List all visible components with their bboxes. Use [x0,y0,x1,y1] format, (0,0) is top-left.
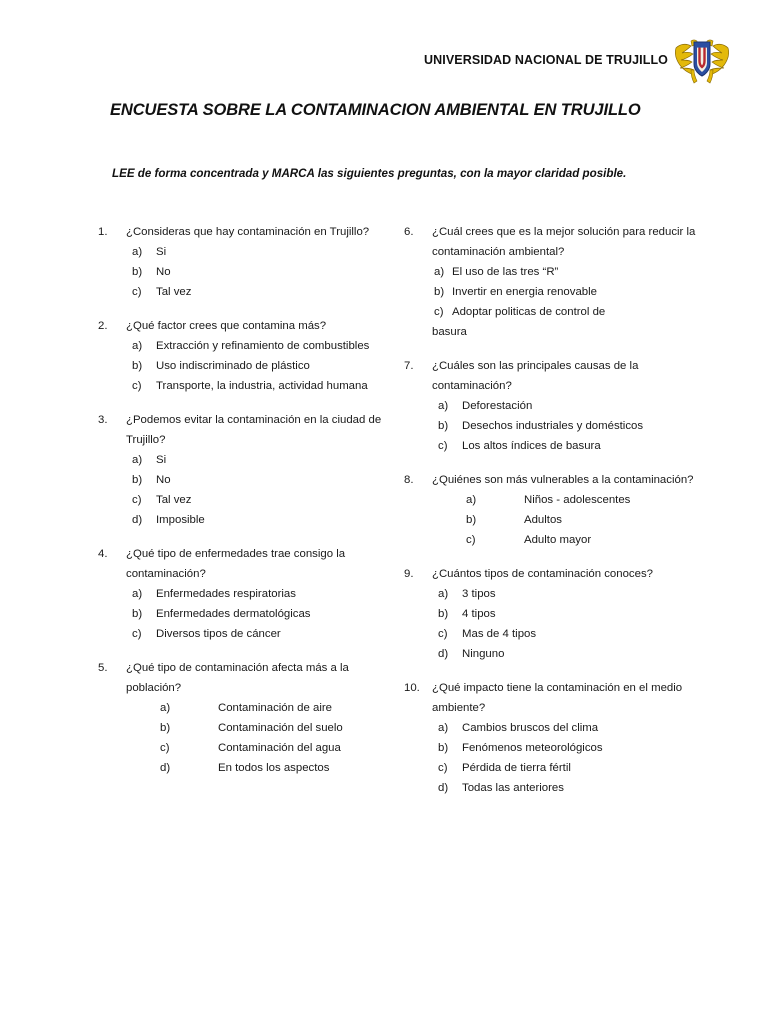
question-number: 3. [98,414,108,426]
option-letter: c) [160,742,170,754]
option-text: Ninguno [462,648,505,660]
option-letter: a) [466,494,477,506]
question-header [404,678,704,718]
option-letter: b) [160,722,171,734]
question-text: ¿Cuántos tipos de contaminación conoces? [432,568,653,580]
option-text: Adultos [524,514,562,526]
answer-option[interactable] [404,758,704,778]
page-title: ENCUESTA SOBRE LA CONTAMINACION AMBIENTAL EN TRUJILLO [110,101,641,119]
option-text: Mas de 4 tipos [462,628,537,640]
question-number: 8. [404,474,414,486]
answer-option[interactable] [404,604,704,624]
question-item [98,410,398,530]
answer-option[interactable] [404,262,704,282]
question-item [404,222,704,342]
question-item [98,316,398,396]
answer-option[interactable] [98,242,398,262]
option-letter: a) [132,588,143,600]
answer-option[interactable] [404,436,704,456]
option-letter: c) [438,440,448,452]
option-list [98,450,398,530]
option-letter: c) [132,628,142,640]
option-text: No [156,474,171,486]
option-list [98,242,398,302]
option-letter: c) [438,628,448,640]
question-header [98,658,398,698]
option-text: Los altos índices de basura [462,440,601,452]
question-text: ¿Qué factor crees que contamina más? [126,320,327,332]
option-text: Tal vez [156,494,192,506]
option-letter: a) [438,722,449,734]
question-item [404,470,704,550]
option-text: Diversos tipos de cáncer [156,628,281,640]
answer-option[interactable] [404,396,704,416]
option-text: Deforestación [462,400,533,412]
university-coat-of-arms-icon [674,34,730,86]
question-text: ¿Qué tipo de enfermedades trae consigo la contaminación? [126,548,346,580]
answer-option[interactable] [404,624,704,644]
option-letter: c) [466,534,476,546]
question-header [404,470,704,490]
answer-option[interactable] [98,624,398,644]
option-letter: a) [132,454,143,466]
option-letter: b) [438,608,449,620]
question-number: 6. [404,226,414,238]
question-text: ¿Qué impacto tiene la contaminación en el medio ambiente? [432,682,683,714]
question-header [404,564,704,584]
option-list [404,718,704,798]
document-header [424,34,730,86]
answer-option[interactable] [98,470,398,490]
option-text: Si [156,454,167,466]
question-item [404,356,704,456]
option-letter: b) [438,742,449,754]
option-letter: a) [132,340,143,352]
question-number: 4. [98,548,108,560]
option-text: 4 tipos [462,608,496,620]
question-item [404,564,704,664]
answer-option[interactable] [404,644,704,664]
answer-option[interactable] [98,718,398,738]
option-text: Tal vez [156,286,192,298]
option-letter: b) [438,420,449,432]
answer-option[interactable] [404,738,704,758]
option-text: Extracción y refinamiento de combustibles [156,340,370,352]
question-number: 10. [404,682,420,694]
option-letter: a) [160,702,171,714]
question-text: ¿Cuáles son las principales causas de la contaminación? [432,360,639,392]
question-text: ¿Cuál crees que es la mejor solución para reducir la contaminación ambiental? [432,226,696,258]
question-number: 2. [98,320,108,332]
option-list [98,698,398,778]
option-text: Fenómenos meteorológicos [462,742,603,754]
option-text: Adoptar politicas de control de [452,306,606,318]
question-header [98,222,398,242]
question-text: ¿Consideras que hay contaminación en Trujillo? [126,226,370,238]
question-item [98,544,398,644]
option-letter: d) [132,514,143,526]
option-letter: a) [438,588,449,600]
option-text: Contaminación del suelo [218,722,343,734]
question-header [98,316,398,336]
option-text: Transporte, la industria, actividad humana [156,380,368,392]
option-letter: b) [132,266,143,278]
option-text: Cambios bruscos del clima [462,722,599,734]
option-text: Pérdida de tierra fértil [462,762,571,774]
option-letter: d) [438,648,449,660]
answer-option[interactable] [98,450,398,470]
answer-option[interactable] [98,376,398,396]
option-overflow-text: basura [432,326,467,338]
option-letter: c) [438,762,448,774]
answer-option[interactable] [404,282,704,302]
option-list [98,584,398,644]
option-text: Si [156,246,167,258]
option-list [404,262,704,322]
questions-column-left [98,222,398,792]
answer-option[interactable] [98,758,398,778]
option-text: Invertir en energia renovable [452,286,598,298]
instruction-text: LEE de forma concentrada y MARCA las siguientes preguntas, con la mayor claridad posible. [112,167,627,180]
question-text: ¿Qué tipo de contaminación afecta más a la población? [126,662,349,694]
option-letter: b) [132,608,143,620]
question-item [98,222,398,302]
question-text: ¿Podemos evitar la contaminación en la ciudad de Trujillo? [126,414,382,446]
question-text: ¿Quiénes son más vulnerables a la contaminación? [432,474,694,486]
option-text: En todos los aspectos [218,762,330,774]
question-number: 9. [404,568,414,580]
option-list [98,336,398,396]
answer-option[interactable] [404,584,704,604]
option-text: Desechos industriales y domésticos [462,420,644,432]
option-text: 3 tipos [462,588,496,600]
option-text: Uso indiscriminado de plástico [156,360,310,372]
university-name: UNIVERSIDAD NACIONAL DE TRUJILLO [424,53,668,67]
question-header [98,544,398,584]
question-header [98,410,398,450]
option-list [404,396,704,456]
option-text: El uso de las tres “R” [452,266,559,278]
answer-option[interactable] [98,510,398,530]
answer-option[interactable] [98,336,398,356]
option-letter: a) [438,400,449,412]
questions-column-right [404,222,704,812]
answer-option[interactable] [404,718,704,738]
question-item [404,678,704,798]
question-number: 5. [98,662,108,674]
option-text: Enfermedades dermatológicas [156,608,311,620]
answer-option[interactable] [98,738,398,758]
option-text: Niños - adolescentes [524,494,631,506]
option-letter: c) [434,306,444,318]
option-letter: c) [132,286,142,298]
option-text: Enfermedades respiratorias [156,588,296,600]
answer-option[interactable] [98,356,398,376]
option-text: Contaminación de aire [218,702,332,714]
question-number: 7. [404,360,414,372]
option-letter: c) [132,380,142,392]
option-letter: b) [132,474,143,486]
option-letter: a) [434,266,445,278]
option-text: Todas las anteriores [462,782,564,794]
option-list [404,490,704,550]
option-text: Contaminación del agua [218,742,341,754]
option-letter: b) [466,514,477,526]
option-text: Imposible [156,514,205,526]
answer-option[interactable] [404,778,704,798]
option-letter: d) [160,762,171,774]
answer-option[interactable] [404,490,704,510]
question-item [98,658,398,778]
answer-option[interactable] [404,530,704,550]
question-number: 1. [98,226,108,238]
option-list [404,584,704,664]
option-text: Adulto mayor [524,534,592,546]
answer-option[interactable] [404,416,704,436]
option-letter: a) [132,246,143,258]
answer-option[interactable] [404,510,704,530]
question-header [404,356,704,396]
answer-option[interactable] [404,302,704,322]
answer-option[interactable] [98,282,398,302]
option-letter: b) [132,360,143,372]
option-text: No [156,266,171,278]
question-header [404,222,704,262]
option-letter: d) [438,782,449,794]
option-letter: c) [132,494,142,506]
option-letter: b) [434,286,445,298]
answer-option[interactable] [98,490,398,510]
answer-option[interactable] [98,584,398,604]
answer-option[interactable] [98,262,398,282]
answer-option[interactable] [98,698,398,718]
answer-option[interactable] [98,604,398,624]
